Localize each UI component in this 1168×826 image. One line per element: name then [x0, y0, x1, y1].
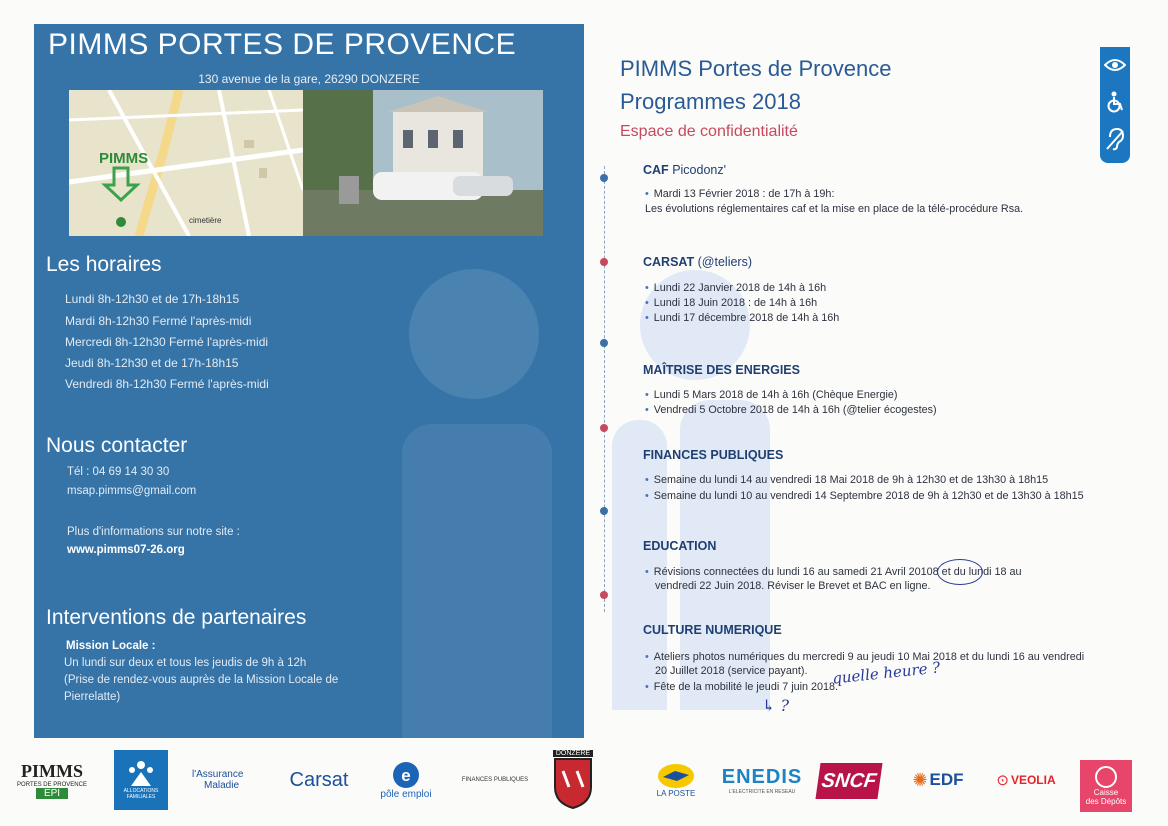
timeline-dot — [600, 507, 608, 515]
section-finances-heading: FINANCES PUBLIQUES — [643, 448, 784, 462]
program-year: Programmes 2018 — [620, 89, 801, 114]
program-title: PIMMS Portes de Provence — [620, 56, 892, 81]
edf-logo — [903, 750, 973, 810]
contact-heading: Nous contacter — [46, 434, 188, 457]
pimms-logo — [14, 750, 90, 810]
section-tag: (@teliers) — [697, 255, 752, 269]
partner-line: Pierrelatte) — [64, 691, 121, 703]
edf-star-icon: ✺ — [912, 769, 928, 790]
pimms-logo-text: PIMMS — [21, 761, 83, 781]
contact-more-info: Plus d'informations sur notre site : — [67, 526, 240, 538]
assurance-logo-line: l'Assurance — [192, 769, 244, 780]
section-caf-item: • Mardi 13 Février 2018 : de 17h à 19h: — [645, 188, 834, 201]
caisse-text: des Dépôts — [1085, 797, 1127, 806]
edf-text: EDF — [929, 770, 964, 789]
la-poste-logo — [636, 750, 716, 810]
timeline-dot — [600, 424, 608, 432]
pole-emploi-text: pôle emploi — [380, 788, 432, 800]
veolia-circle-icon: ⊙ — [996, 772, 1009, 789]
address: 130 avenue de la gare, 26290 DONZERE — [198, 72, 420, 86]
timeline-dot — [600, 174, 608, 182]
hours-line: Jeudi 8h-12h30 et de 17h-18h15 — [65, 356, 239, 370]
caf-logo — [114, 750, 168, 810]
caisse-text: Caisse — [1093, 788, 1119, 797]
website-link[interactable]: www.pimms07-26.org — [67, 544, 185, 556]
section-energies-item: • Lundi 5 Mars 2018 de 14h à 16h (Chèque Energie) — [645, 389, 897, 402]
section-finances-item: • Semaine du lundi 14 au vendredi 18 Mai 2018 de 9h à 12h30 et de 13h30 à 18h15 — [645, 474, 1048, 487]
finances-logo-text: FINANCES PUBLIQUES — [461, 777, 529, 783]
pole-emploi-icon — [392, 761, 420, 789]
watermark-dot — [409, 269, 539, 399]
contact-email[interactable]: msap.pimms@gmail.com — [67, 485, 197, 497]
la-poste-bird-icon — [657, 763, 695, 789]
section-carsat-item: • Lundi 17 décembre 2018 de 14h à 16h — [645, 312, 839, 325]
caisse-circle-icon — [1095, 766, 1117, 788]
section-culture-item: 20 Juillet 2018 (service payant). — [655, 665, 808, 677]
timeline-line — [604, 166, 605, 612]
la-poste-text: LA POSTE — [656, 788, 696, 798]
section-caf-heading — [643, 163, 726, 177]
section-energies-item: • Vendredi 5 Octobre 2018 de 14h à 16h (@telier écogestes) — [645, 404, 937, 417]
handwritten-note: ↳ ? — [762, 696, 790, 715]
timeline-dot — [600, 339, 608, 347]
accessibility-bar — [1100, 47, 1130, 163]
enedis-subtext: L'ELECTRICITE EN RESEAU — [728, 788, 796, 795]
section-carsat-item: • Lundi 18 Juin 2018 : de 14h à 16h — [645, 297, 817, 310]
assurance-maladie-logo — [192, 750, 264, 810]
enedis-text: ENEDIS — [721, 765, 803, 788]
donzere-logo-text: DONZERE — [553, 750, 593, 757]
section-finances-item: • Semaine du lundi 10 au vendredi 14 Septembre 2018 de 9h à 12h30 et de 13h30 à 18h15 — [645, 490, 1084, 503]
wheelchair-icon — [1100, 91, 1130, 118]
handwritten-note: quelle heure ? — [831, 658, 942, 688]
section-energies-heading: MAÎTRISE DES ENERGIES — [643, 363, 800, 377]
hours-heading: Les horaires — [46, 253, 162, 276]
timeline-dot — [600, 258, 608, 266]
partner-line: Un lundi sur deux et tous les jeudis de 9h à 12h — [64, 657, 307, 669]
pimms-logo-subtitle: PORTES DE PROVENCE — [17, 782, 87, 788]
caisse-des-depots-logo — [1080, 760, 1132, 812]
hours-line: Mardi 8h-12h30 Fermé l'après-midi — [65, 314, 252, 328]
donzere-crest-logo — [550, 746, 596, 812]
veolia-text: VEOLIA — [1010, 773, 1056, 787]
section-culture-item: • Ateliers photos numériques du mercredi 9 au jeudi 10 Mai 2018 et du lundi 16 au vendredi — [645, 651, 1084, 664]
eye-icon — [1100, 57, 1130, 78]
map-label: PIMMS — [99, 150, 149, 167]
section-name: CAF — [643, 163, 669, 177]
section-education-item: • Révisions connectées du lundi 16 au samedi 21 Avril 20108 et du lundi 18 au — [645, 566, 1022, 579]
panel-title: PIMMS PORTES DE PROVENCE — [48, 28, 517, 61]
pole-emploi-logo — [373, 750, 439, 810]
contact-phone: Tél : 04 69 14 30 30 — [67, 466, 170, 478]
left-info-panel — [34, 24, 584, 738]
section-carsat-heading — [643, 255, 752, 269]
svg-text:e: e — [401, 765, 411, 785]
veolia-logo — [990, 750, 1062, 810]
partner-line: (Prise de rendez-vous auprès de la Mission Locale de — [64, 674, 339, 686]
caf-logo-text: ALLOCATIONS FAMILIALES — [123, 788, 159, 800]
building-photo — [303, 90, 543, 236]
partner-name: Mission Locale : — [66, 640, 156, 652]
watermark-stem — [402, 424, 552, 738]
caf-figures-icon — [126, 760, 156, 788]
program-subtitle: Espace de confidentialité — [620, 123, 798, 140]
hours-line: Lundi 8h-12h30 et de 17h-18h15 — [65, 292, 240, 306]
carsat-logo — [282, 750, 356, 810]
location-map — [69, 90, 303, 236]
section-culture-heading: CULTURE NUMERIQUE — [643, 623, 782, 637]
hours-line: Vendredi 8h-12h30 Fermé l'après-midi — [65, 377, 269, 391]
handwritten-circle — [937, 559, 983, 585]
timeline-dot — [600, 591, 608, 599]
section-culture-item: • Fête de la mobilité le jeudi 7 juin 2018. — [645, 681, 838, 694]
assurance-logo-line: Maladie — [204, 780, 240, 791]
hearing-icon — [1100, 127, 1130, 156]
section-tag: Picodonz' — [672, 163, 726, 177]
section-education-item: vendredi 22 Juin 2018. Réviser le Brevet et BAC en ligne. — [655, 580, 931, 592]
carsat-logo-text: Carsat — [289, 768, 349, 791]
section-education-heading: EDUCATION — [643, 539, 717, 553]
hours-line: Mercredi 8h-12h30 Fermé l'après-midi — [65, 335, 269, 349]
partners-heading: Interventions de partenaires — [46, 606, 307, 629]
pimms-logo-epi: EPI — [36, 788, 68, 799]
enedis-logo — [722, 750, 802, 810]
finances-publiques-logo — [455, 750, 535, 810]
map-place: cimetière — [189, 216, 222, 225]
section-carsat-item: • Lundi 22 Janvier 2018 de 14h à 16h — [645, 282, 826, 295]
sncf-text: SNCF — [820, 769, 878, 792]
donzere-shield-icon — [553, 757, 593, 809]
sncf-logo — [815, 763, 882, 799]
section-name: CARSAT — [643, 255, 695, 269]
section-caf-item: Les évolutions réglementaires caf et la mise en place de la télé-procédure Rsa. — [645, 203, 1024, 215]
